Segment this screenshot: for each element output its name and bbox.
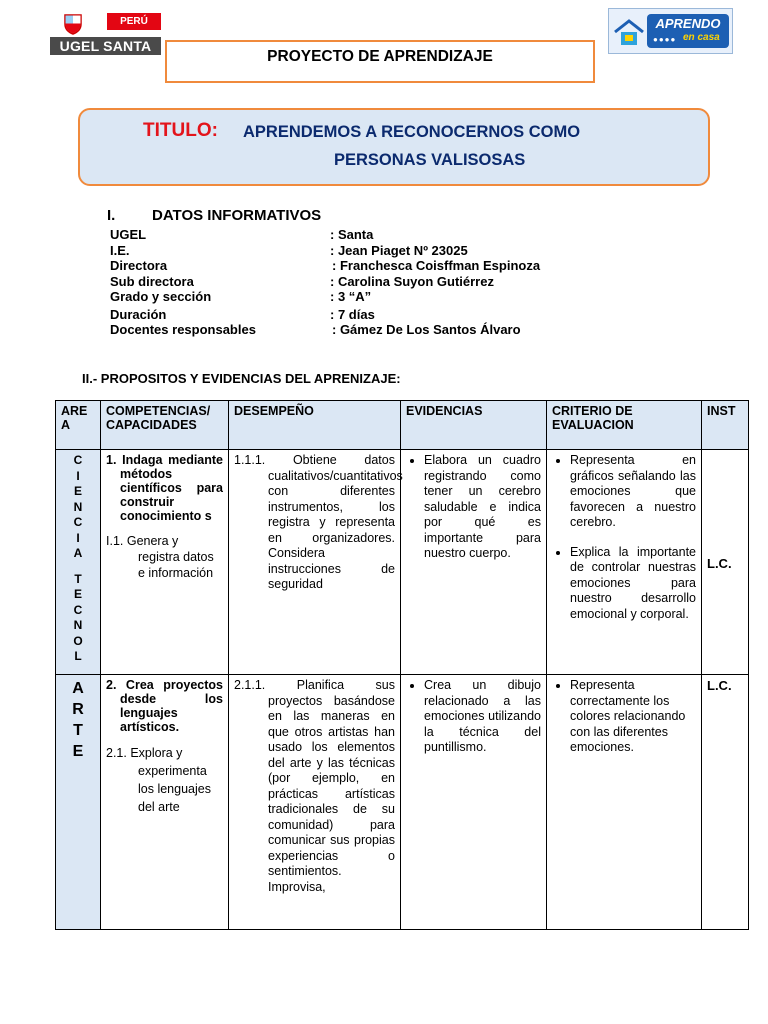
en-casa-text: en casa (683, 32, 720, 43)
area-letter: L (74, 649, 82, 663)
area-letter: N (73, 499, 83, 514)
area-letter: E (73, 587, 82, 601)
area-letter-gap (73, 562, 82, 572)
evidencias-cell (401, 675, 547, 930)
area-letter: E (73, 484, 82, 498)
area-letter: O (73, 633, 83, 648)
peru-flag-label: PERÚ (107, 13, 161, 30)
criterio-item: • Explica la importante de controlar nuestras emociones para nuestro desarrollo emocional y corporal. (570, 545, 696, 623)
header-inst: INST (702, 401, 749, 450)
competencia-cell (101, 675, 229, 930)
house-icon (613, 19, 645, 47)
dato-value: : 3 “A” (330, 289, 372, 304)
section-1-heading (107, 207, 321, 224)
title-banner (78, 108, 710, 186)
dato-value: : Santa (330, 227, 374, 242)
aprendo-badge (647, 14, 729, 48)
evidencias-list (406, 453, 541, 562)
area-cell-ciencia (56, 450, 101, 675)
dato-value: : Jean Piaget Nº 23025 (330, 242, 468, 258)
competencia-text: 1. Indaga mediante métodos científicos para construir conocimiento s (106, 453, 223, 523)
dato-key: Duración (110, 306, 167, 322)
project-title-box (165, 40, 595, 83)
dots-decoration: ●●●● (653, 35, 677, 44)
section-2-heading: II.- PROPOSITOS Y EVIDENCIAS DEL APRENIZAJE: (82, 371, 401, 386)
area-letter: C (73, 453, 83, 467)
dato-key: I.E. (110, 242, 130, 258)
area-vertical-text (72, 678, 84, 762)
competencia-cell (101, 450, 229, 675)
area-letter: C (73, 602, 83, 617)
capacidad-text: I.1. Genera y registra datos e información (106, 534, 214, 580)
ugel-santa-label: UGEL SANTA (50, 37, 161, 55)
aprendo-en-casa-logo (608, 8, 733, 54)
criterio-cell (547, 675, 702, 930)
dato-key: Docentes responsables (110, 322, 256, 337)
capacidad-text: 2.1. Explora y experimenta los lenguajes del arte (106, 746, 211, 814)
area-letter: N (73, 618, 83, 632)
competencia-text: 2. Crea proyectos desde los lenguajes artísticos. (106, 678, 223, 734)
area-cell-arte (56, 675, 101, 930)
dato-value: : Carolina Suyon Gutiérrez (330, 273, 494, 289)
header-competencias: COMPETENCIAS/ CAPACIDADES (101, 401, 229, 450)
dato-key: Grado y sección (110, 289, 212, 304)
project-title: PROYECTO DE APRENDIZAJE (267, 48, 493, 65)
criterio-item: • Representa en gráficos señalando las emociones que favorecen a nuestro cerebro. (570, 453, 696, 531)
evidencias-cell (401, 450, 547, 675)
area-letter: I (76, 468, 80, 483)
dato-value: : Gámez De Los Santos Álvaro (332, 322, 521, 337)
criterios-list (552, 453, 696, 622)
area-letter: E (72, 743, 84, 760)
inst-cell: L.C. (702, 675, 749, 930)
desempeno-cell (229, 675, 401, 930)
title-label: TITULO: (143, 120, 218, 141)
desempeno-text: 2.1.1. Planifica sus proyectos basándose en las maneras en que otros artistas han usado los elementos del arte y las técnicas (por ejemplo, en prácticas artísticas tradicionales de su comunidad) para comunicar sus propias experiencias o sentimientos. Improvisa, (234, 678, 395, 894)
section-1-title: DATOS INFORMATIVOS (152, 207, 322, 224)
table-row (56, 450, 749, 675)
area-letter: C (73, 515, 83, 529)
area-letter: I (76, 530, 80, 545)
evidencia-item: • Elabora un cuadro registrando como tener un cerebro saludable e indica por qué es importante para nuestro cuerpo. (424, 453, 541, 562)
header-evidencias: EVIDENCIAS (401, 401, 547, 450)
area-letter: T (73, 722, 83, 739)
dato-value: : Franchesca Coisffman Espinoza (332, 258, 541, 273)
evidencias-list (406, 678, 541, 756)
peru-coat-of-arms-icon (62, 13, 84, 35)
area-letter: A (72, 680, 84, 697)
inst-cell: L.C. (702, 450, 749, 675)
title-line-1: APRENDEMOS A RECONOCERNOS COMO (243, 123, 581, 141)
dato-value: : 7 días (330, 306, 375, 322)
dato-key: UGEL (110, 227, 147, 242)
criterios-list (552, 678, 696, 756)
area-letter: A (73, 546, 83, 560)
propositos-table (55, 400, 749, 930)
evidencia-item: • Crea un dibujo relacionado a las emociones utilizando la técnica del puntillismo. (424, 678, 541, 756)
section-1-number: I. (107, 207, 116, 224)
criterio-cell (547, 450, 702, 675)
header-desempeno: DESEMPEÑO (229, 401, 401, 450)
ugel-santa-logo (50, 13, 161, 55)
dato-key: Directora (110, 258, 168, 273)
area-letter: T (74, 571, 82, 586)
table-header-row (56, 401, 749, 450)
area-vertical-text (73, 453, 82, 665)
dato-key: Sub directora (110, 273, 194, 289)
title-line-2: PERSONAS VALISOSAS (334, 151, 526, 169)
table-row (56, 675, 749, 930)
criterio-item: • Representa correctamente los colores relacionando con las diferentes emociones. (570, 678, 696, 756)
header-area: ARE A (56, 401, 101, 450)
header-criterio: CRITERIO DE EVALUACION (547, 401, 702, 450)
desempeno-cell (229, 450, 401, 675)
desempeno-text: 1.1.1. Obtiene datos cualitativos/cuantitativos con diferentes instrumentos, los registra y representa en organizadores. Considera instrucciones de seguridad (234, 453, 403, 591)
area-letter: R (72, 701, 84, 718)
aprendo-text: APRENDO (655, 16, 721, 31)
